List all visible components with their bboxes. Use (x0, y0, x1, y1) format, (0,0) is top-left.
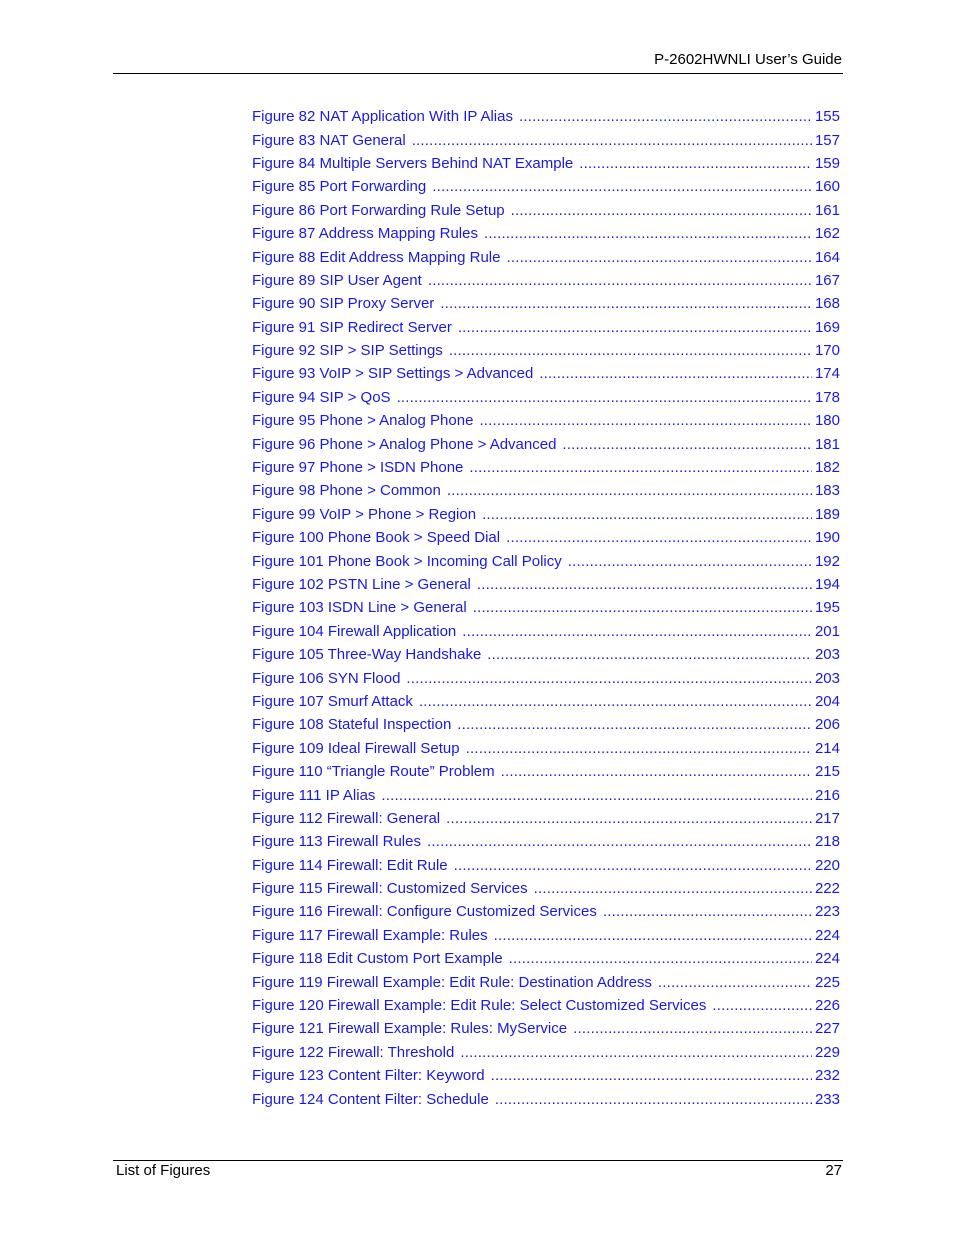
dot-leader (440, 295, 812, 312)
dot-leader (432, 178, 812, 195)
toc-entry-title[interactable]: Figure 91 SIP Redirect Server (252, 318, 452, 336)
dot-leader (712, 997, 812, 1014)
toc-entry[interactable] (252, 432, 840, 455)
toc-entry[interactable] (252, 175, 840, 198)
toc-entry-page[interactable]: 222 (814, 880, 840, 898)
toc-entry-page[interactable]: 159 (814, 154, 840, 172)
toc-entry-page[interactable]: 155 (814, 108, 840, 126)
toc-entry-title[interactable]: Figure 113 Firewall Rules (252, 833, 421, 851)
toc-entry[interactable] (252, 316, 840, 339)
toc-entry-page[interactable]: 181 (814, 435, 840, 453)
dot-leader (458, 319, 812, 336)
toc-entry[interactable] (252, 386, 840, 409)
dot-leader (519, 108, 812, 125)
dot-leader (381, 787, 812, 804)
toc-entry-page[interactable]: 214 (814, 739, 840, 757)
toc-entry[interactable] (252, 409, 840, 432)
toc-entry-title[interactable]: Figure 89 SIP User Agent (252, 271, 422, 289)
dot-leader (495, 1091, 812, 1108)
toc-entry-page[interactable]: 180 (814, 412, 840, 430)
toc-entry[interactable] (252, 526, 840, 549)
dot-leader (482, 506, 812, 523)
toc-entry-title[interactable]: Figure 88 Edit Address Mapping Rule (252, 248, 501, 266)
dot-leader (447, 482, 812, 499)
toc-entry-title[interactable]: Figure 100 Phone Book > Speed Dial (252, 529, 501, 547)
toc-entry-page[interactable]: 174 (814, 365, 840, 383)
toc-entry-title[interactable]: Figure 115 Firewall: Customized Services (252, 880, 528, 898)
toc-entry[interactable] (252, 479, 840, 502)
toc-entry-page[interactable]: 223 (814, 903, 840, 921)
toc-entry-page[interactable]: 157 (814, 131, 840, 149)
toc-entry-title[interactable]: Figure 95 Phone > Analog Phone (252, 412, 474, 430)
toc-entry[interactable] (252, 713, 840, 736)
dot-leader (406, 670, 812, 687)
toc-entry-page[interactable]: 203 (814, 669, 840, 687)
toc-entry-title[interactable]: Figure 96 Phone > Analog Phone > Advanced (252, 435, 557, 453)
footer-divider (113, 1160, 843, 1161)
toc-entry[interactable] (252, 783, 840, 806)
toc-entry[interactable] (252, 596, 840, 619)
toc-entry[interactable] (252, 854, 840, 877)
toc-entry-title[interactable]: Figure 83 NAT General (252, 131, 406, 149)
dot-leader (427, 833, 812, 850)
toc-entry[interactable] (252, 830, 840, 853)
toc-entry-title[interactable]: Figure 82 NAT Application With IP Alias (252, 108, 513, 126)
dot-leader (469, 459, 812, 476)
toc-entry-page[interactable]: 225 (814, 973, 840, 991)
toc-entry[interactable] (252, 643, 840, 666)
toc-entry[interactable] (252, 199, 840, 222)
dot-leader (397, 389, 812, 406)
dot-leader (477, 576, 812, 593)
dot-leader (562, 436, 812, 453)
toc-entry[interactable] (252, 690, 840, 713)
dot-leader (419, 693, 812, 710)
dot-leader (479, 412, 812, 429)
document-title: P-2602HWNLI User’s Guide (654, 51, 842, 68)
toc-entry-title[interactable]: Figure 109 Ideal Firewall Setup (252, 739, 460, 757)
toc-entry[interactable] (252, 549, 840, 572)
toc-entry[interactable] (252, 737, 840, 760)
toc-entry-title[interactable]: Figure 103 ISDN Line > General (252, 599, 467, 617)
dot-leader (501, 763, 812, 780)
toc-entry[interactable] (252, 620, 840, 643)
toc-entry-title[interactable]: Figure 112 Firewall: General (252, 809, 441, 827)
toc-entry-title[interactable]: Figure 92 SIP > SIP Settings (252, 342, 443, 360)
toc-entry[interactable] (252, 807, 840, 830)
toc-entry-title[interactable]: Figure 123 Content Filter: Keyword (252, 1067, 485, 1085)
toc-entry[interactable] (252, 245, 840, 268)
page-number: 27 (825, 1162, 842, 1179)
toc-entry-title[interactable]: Figure 94 SIP > QoS (252, 388, 391, 406)
toc-entry-title[interactable]: Figure 84 Multiple Servers Behind NAT Example (252, 154, 574, 172)
toc-entry-page[interactable]: 183 (814, 482, 840, 500)
toc-entry[interactable] (252, 573, 840, 596)
toc-entry[interactable] (252, 970, 840, 993)
toc-entry-page[interactable]: 162 (814, 225, 840, 243)
dot-leader (573, 1020, 812, 1037)
dot-leader (487, 646, 812, 663)
toc-entry-title[interactable]: Figure 105 Three-Way Handshake (252, 646, 482, 664)
toc-entry[interactable] (252, 152, 840, 175)
toc-entry-page[interactable]: 224 (814, 926, 840, 944)
toc-entry-title[interactable]: Figure 119 Firewall Example: Edit Rule: Destination Address (252, 973, 652, 991)
toc-entry-page[interactable]: 201 (814, 622, 840, 640)
toc-entry-title[interactable]: Figure 97 Phone > ISDN Phone (252, 459, 464, 477)
toc-entry[interactable] (252, 947, 840, 970)
dot-leader (509, 950, 812, 967)
footer-section-label: List of Figures (116, 1162, 211, 1179)
toc-entry[interactable] (252, 994, 840, 1017)
toc-entry[interactable] (252, 128, 840, 151)
toc-entry-title[interactable]: Figure 121 Firewall Example: Rules: MyService (252, 1020, 568, 1038)
dot-leader (579, 155, 812, 172)
toc-entry[interactable] (252, 924, 840, 947)
dot-leader (484, 225, 812, 242)
dot-leader (506, 529, 812, 546)
toc-entry-page[interactable]: 216 (814, 786, 840, 804)
toc-entry-page[interactable]: 169 (814, 318, 840, 336)
toc-entry-title[interactable]: Figure 116 Firewall: Configure Customized Services (252, 903, 597, 921)
toc-entry-page[interactable]: 194 (814, 576, 840, 593)
toc-entry-title[interactable]: Figure 102 PSTN Line > General (252, 576, 471, 593)
toc-entry[interactable] (252, 105, 840, 128)
toc-entry-page[interactable]: 178 (814, 388, 840, 406)
list-of-figures (252, 105, 840, 1111)
dot-leader (539, 365, 812, 382)
dot-leader (603, 903, 812, 920)
toc-entry[interactable] (252, 1087, 840, 1110)
toc-entry-page[interactable]: 217 (814, 809, 840, 827)
toc-entry[interactable] (252, 760, 840, 783)
dot-leader (511, 202, 812, 219)
toc-entry-page[interactable]: 229 (814, 1043, 840, 1061)
toc-entry-title[interactable]: Figure 108 Stateful Inspection (252, 716, 452, 734)
toc-entry-title[interactable]: Figure 111 IP Alias (252, 786, 376, 804)
toc-entry-title[interactable]: Figure 98 Phone > Common (252, 482, 441, 500)
toc-entry-page[interactable]: 160 (814, 178, 840, 196)
toc-entry-page[interactable]: 168 (814, 295, 840, 313)
toc-entry-title[interactable]: Figure 118 Edit Custom Port Example (252, 950, 503, 968)
toc-entry-page[interactable]: 224 (814, 950, 840, 968)
dot-leader (466, 740, 812, 757)
toc-entry-title[interactable]: Figure 117 Firewall Example: Rules (252, 926, 488, 944)
toc-entry[interactable] (252, 1064, 840, 1087)
toc-entry-title[interactable]: Figure 107 Smurf Attack (252, 692, 413, 710)
toc-entry-title[interactable]: Figure 120 Firewall Example: Edit Rule: Select Customized Services (252, 997, 707, 1015)
toc-entry[interactable] (252, 269, 840, 292)
dot-leader (568, 553, 812, 570)
toc-entry-page[interactable]: 164 (814, 248, 840, 266)
toc-entry[interactable] (252, 292, 840, 315)
dot-leader (534, 880, 812, 897)
toc-entry[interactable] (252, 900, 840, 923)
toc-entry-title[interactable]: Figure 104 Firewall Application (252, 622, 457, 640)
toc-entry-page[interactable]: 170 (814, 342, 840, 360)
toc-entry-page[interactable]: 218 (814, 833, 840, 851)
toc-entry-page[interactable]: 226 (814, 997, 840, 1015)
toc-entry[interactable] (252, 877, 840, 900)
toc-entry[interactable] (252, 1041, 840, 1064)
toc-entry-page[interactable]: 232 (814, 1067, 840, 1085)
toc-entry[interactable] (252, 1017, 840, 1040)
toc-entry-page[interactable]: 189 (814, 505, 840, 523)
toc-entry-page[interactable]: 182 (814, 459, 840, 477)
dot-leader (457, 716, 812, 733)
dot-leader (428, 272, 812, 289)
toc-entry-title[interactable]: Figure 85 Port Forwarding (252, 178, 427, 196)
dot-leader (658, 974, 812, 991)
dot-leader (449, 342, 812, 359)
toc-entry-page[interactable]: 195 (814, 599, 840, 617)
toc-entry-page[interactable]: 233 (814, 1090, 840, 1108)
dot-leader (473, 599, 812, 616)
dot-leader (494, 927, 812, 944)
dot-leader (506, 249, 811, 266)
toc-entry-page[interactable]: 192 (814, 552, 840, 570)
toc-entry-page[interactable]: 215 (814, 763, 840, 781)
toc-entry-page[interactable]: 167 (814, 271, 840, 289)
toc-entry-page[interactable]: 220 (814, 856, 840, 874)
toc-entry-title[interactable]: Figure 99 VoIP > Phone > Region (252, 505, 477, 523)
toc-entry-page[interactable]: 204 (814, 692, 840, 710)
toc-entry-title[interactable]: Figure 106 SYN Flood (252, 669, 401, 687)
toc-entry-page[interactable]: 190 (814, 529, 840, 547)
toc-entry[interactable] (252, 503, 840, 526)
dot-leader (460, 1044, 812, 1061)
toc-entry[interactable] (252, 222, 840, 245)
toc-entry-title[interactable]: Figure 87 Address Mapping Rules (252, 225, 478, 243)
toc-entry-title[interactable]: Figure 122 Firewall: Threshold (252, 1043, 455, 1061)
dot-leader (446, 810, 812, 827)
toc-entry-title[interactable]: Figure 93 VoIP > SIP Settings > Advanced (252, 365, 534, 383)
dot-leader (454, 857, 812, 874)
toc-entry-title[interactable]: Figure 124 Content Filter: Schedule (252, 1090, 489, 1108)
toc-entry-title[interactable]: Figure 90 SIP Proxy Server (252, 295, 435, 313)
header-divider (113, 73, 843, 74)
toc-entry-title[interactable]: Figure 86 Port Forwarding Rule Setup (252, 201, 505, 219)
dot-leader (491, 1067, 812, 1084)
toc-entry-page[interactable]: 206 (814, 716, 840, 734)
toc-entry[interactable] (252, 362, 840, 385)
toc-entry-page[interactable]: 227 (814, 1020, 840, 1038)
toc-entry[interactable] (252, 339, 840, 362)
dot-leader (462, 623, 812, 640)
toc-entry-title[interactable]: Figure 110 “Triangle Route” Problem (252, 763, 495, 781)
toc-entry-title[interactable]: Figure 114 Firewall: Edit Rule (252, 856, 448, 874)
toc-entry-page[interactable]: 203 (814, 646, 840, 664)
toc-entry[interactable] (252, 456, 840, 479)
toc-entry[interactable] (252, 666, 840, 689)
dot-leader (412, 132, 812, 149)
toc-entry-page[interactable]: 161 (814, 201, 840, 219)
toc-entry-title[interactable]: Figure 101 Phone Book > Incoming Call Policy (252, 552, 562, 570)
